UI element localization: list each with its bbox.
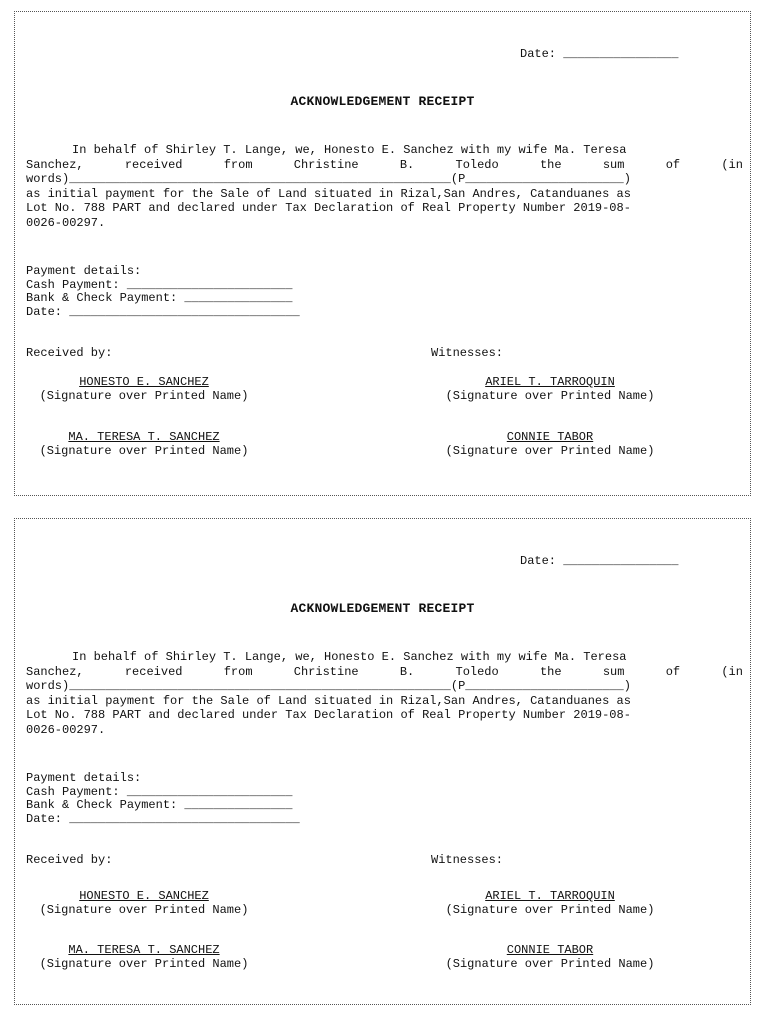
signature-block bbox=[26, 375, 262, 403]
signatory-name: ARIEL T. TARROQUIN bbox=[485, 375, 615, 389]
paragraph-line: Lot No. 788 PART and declared under Tax Declaration of Real Property Number 2019-08- bbox=[26, 708, 631, 722]
signatory-name: CONNIE TABOR bbox=[506, 943, 594, 957]
signatory-name: MA. TERESA T. SANCHEZ bbox=[68, 943, 220, 957]
word: Sanchez, bbox=[26, 664, 84, 679]
cash-payment-field: Cash Payment: _______________________ bbox=[26, 277, 293, 292]
amount-in-words-field: words)_____________________________________________________(P______________________) bbox=[26, 679, 631, 693]
word: Toledo bbox=[455, 157, 499, 172]
paragraph-line: 0026-00297. bbox=[26, 722, 106, 737]
paragraph-line: as initial payment for the Sale of Land situated in Rizal,San Andres, Catanduanes as bbox=[26, 186, 631, 201]
word: received bbox=[124, 664, 183, 679]
amount-in-words-field: words)_____________________________________________________(P______________________) bbox=[26, 172, 631, 186]
word: B. bbox=[399, 157, 415, 172]
paragraph-justified-line bbox=[26, 158, 743, 173]
word: from bbox=[223, 157, 253, 172]
signature-block bbox=[432, 430, 668, 458]
word: received bbox=[124, 157, 183, 172]
word: (in bbox=[721, 157, 743, 172]
word: Christine bbox=[293, 157, 359, 172]
paragraph-line: In behalf of Shirley T. Lange, we, Honesto E. Sanchez with my wife Ma. Teresa bbox=[72, 143, 627, 157]
receipt-form bbox=[14, 11, 751, 496]
word: (in bbox=[721, 664, 743, 679]
received-by-label: Received by: bbox=[26, 346, 113, 360]
signatory-name: HONESTO E. SANCHEZ bbox=[79, 889, 209, 903]
signature-caption: (Signature over Printed Name) bbox=[39, 957, 249, 971]
signature-block bbox=[432, 375, 668, 403]
signatory-name: HONESTO E. SANCHEZ bbox=[79, 375, 209, 389]
signatory-name: MA. TERESA T. SANCHEZ bbox=[68, 430, 220, 444]
word: from bbox=[223, 664, 253, 679]
receipt-paragraph bbox=[26, 143, 743, 230]
paragraph-line: Lot No. 788 PART and declared under Tax Declaration of Real Property Number 2019-08- bbox=[26, 201, 631, 215]
signatory-name: ARIEL T. TARROQUIN bbox=[485, 889, 615, 903]
paragraph-justified-line bbox=[26, 665, 743, 680]
receipt-form bbox=[14, 518, 751, 1005]
bank-check-payment-field: Bank & Check Payment: _______________ bbox=[26, 291, 293, 305]
word: of bbox=[665, 157, 681, 172]
payment-details-title: Payment details: bbox=[26, 771, 142, 785]
word: sum bbox=[602, 664, 625, 679]
signature-block bbox=[26, 430, 262, 458]
signature-caption: (Signature over Printed Name) bbox=[39, 903, 249, 917]
word: sum bbox=[602, 157, 625, 172]
paragraph-line: as initial payment for the Sale of Land situated in Rizal,San Andres, Catanduanes as bbox=[26, 693, 631, 708]
paragraph-line: In behalf of Shirley T. Lange, we, Honesto E. Sanchez with my wife Ma. Teresa bbox=[72, 650, 627, 664]
word: the bbox=[539, 157, 562, 172]
word: the bbox=[539, 664, 562, 679]
signature-caption: (Signature over Printed Name) bbox=[445, 957, 655, 971]
word: Christine bbox=[293, 664, 359, 679]
receipt-title: ACKNOWLEDGEMENT RECEIPT bbox=[290, 601, 475, 616]
bank-check-payment-field: Bank & Check Payment: _______________ bbox=[26, 798, 293, 812]
word: Sanchez, bbox=[26, 157, 84, 172]
receipt-title: ACKNOWLEDGEMENT RECEIPT bbox=[290, 94, 475, 109]
payment-details bbox=[26, 264, 300, 318]
signatory-name: CONNIE TABOR bbox=[506, 430, 594, 444]
signature-block bbox=[432, 889, 668, 917]
word: Toledo bbox=[455, 664, 499, 679]
date-field: Date: ________________ bbox=[520, 554, 679, 568]
signature-caption: (Signature over Printed Name) bbox=[445, 903, 655, 917]
receipt-paragraph bbox=[26, 650, 743, 737]
signature-caption: (Signature over Printed Name) bbox=[445, 444, 655, 458]
word: B. bbox=[399, 664, 415, 679]
cash-payment-field: Cash Payment: _______________________ bbox=[26, 784, 293, 799]
witnesses-label: Witnesses: bbox=[431, 346, 504, 360]
signature-caption: (Signature over Printed Name) bbox=[445, 389, 655, 403]
payment-date-field: Date: ________________________________ bbox=[26, 304, 300, 319]
date-field: Date: ________________ bbox=[520, 47, 679, 61]
payment-details bbox=[26, 771, 300, 825]
signature-caption: (Signature over Printed Name) bbox=[39, 389, 249, 403]
signature-caption: (Signature over Printed Name) bbox=[39, 444, 249, 458]
witnesses-label: Witnesses: bbox=[431, 853, 504, 867]
signature-block bbox=[26, 889, 262, 917]
payment-details-title: Payment details: bbox=[26, 264, 142, 278]
payment-date-field: Date: ________________________________ bbox=[26, 811, 300, 826]
signature-block bbox=[432, 943, 668, 971]
signature-block bbox=[26, 943, 262, 971]
received-by-label: Received by: bbox=[26, 853, 113, 867]
paragraph-line: 0026-00297. bbox=[26, 215, 106, 230]
word: of bbox=[665, 664, 681, 679]
